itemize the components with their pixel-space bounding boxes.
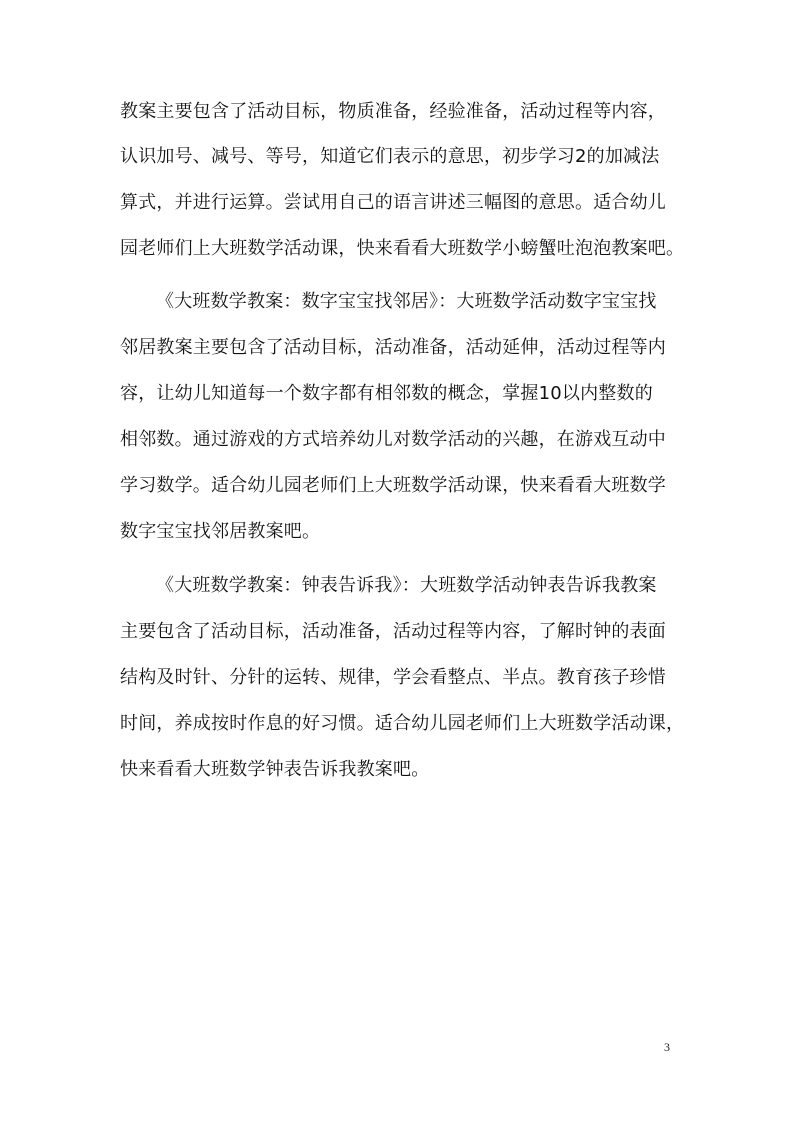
text-line: 时间，养成按时作息的好习惯。适合幼儿园老师们上大班数学活动课， (120, 713, 685, 734)
text-line: 主要包含了活动目标，活动准备，活动过程等内容，了解时钟的表面 (120, 621, 666, 642)
text-line: 算式，并进行运算。尝试用自己的语言讲述三幅图的意思。适合幼儿 (120, 192, 666, 213)
text-line: 快来看看大班数学钟表告诉我教案吧。 (120, 759, 430, 780)
text-line: 教案主要包含了活动目标，物质准备，经验准备，活动过程等内容， (120, 101, 666, 122)
text-line: 认识加号、减号、等号，知道它们表示的意思，初步学习2的加减法 (120, 146, 660, 167)
text-line: 数字宝宝找邻居教案吧。 (120, 521, 321, 542)
text-line: 《大班数学教案：钟表告诉我》：大班数学活动钟表告诉我教案 (156, 575, 657, 596)
page-number: 3 (664, 1040, 670, 1054)
text-line: 《大班数学教案：数字宝宝找邻居》：大班数学活动数字宝宝找 (156, 291, 657, 312)
text-line: 邻居教案主要包含了活动目标，活动准备，活动延伸，活动过程等内 (120, 337, 666, 358)
text-line: 容，让幼儿知道每一个数字都有相邻数的概念，掌握10以内整数的 (120, 383, 653, 404)
text-line: 园老师们上大班数学活动课，快来看看大班数学小螃蟹吐泡泡教案吧。 (120, 238, 685, 259)
text-line: 学习数学。适合幼儿园老师们上大班数学活动课，快来看看大班数学 (120, 475, 666, 496)
text-line: 相邻数。通过游戏的方式培养幼儿对数学活动的兴趣，在游戏互动中 (120, 429, 666, 450)
text-line: 结构及时针、分针的运转、规律，学会看整点、半点。教育孩子珍惜 (120, 667, 666, 688)
